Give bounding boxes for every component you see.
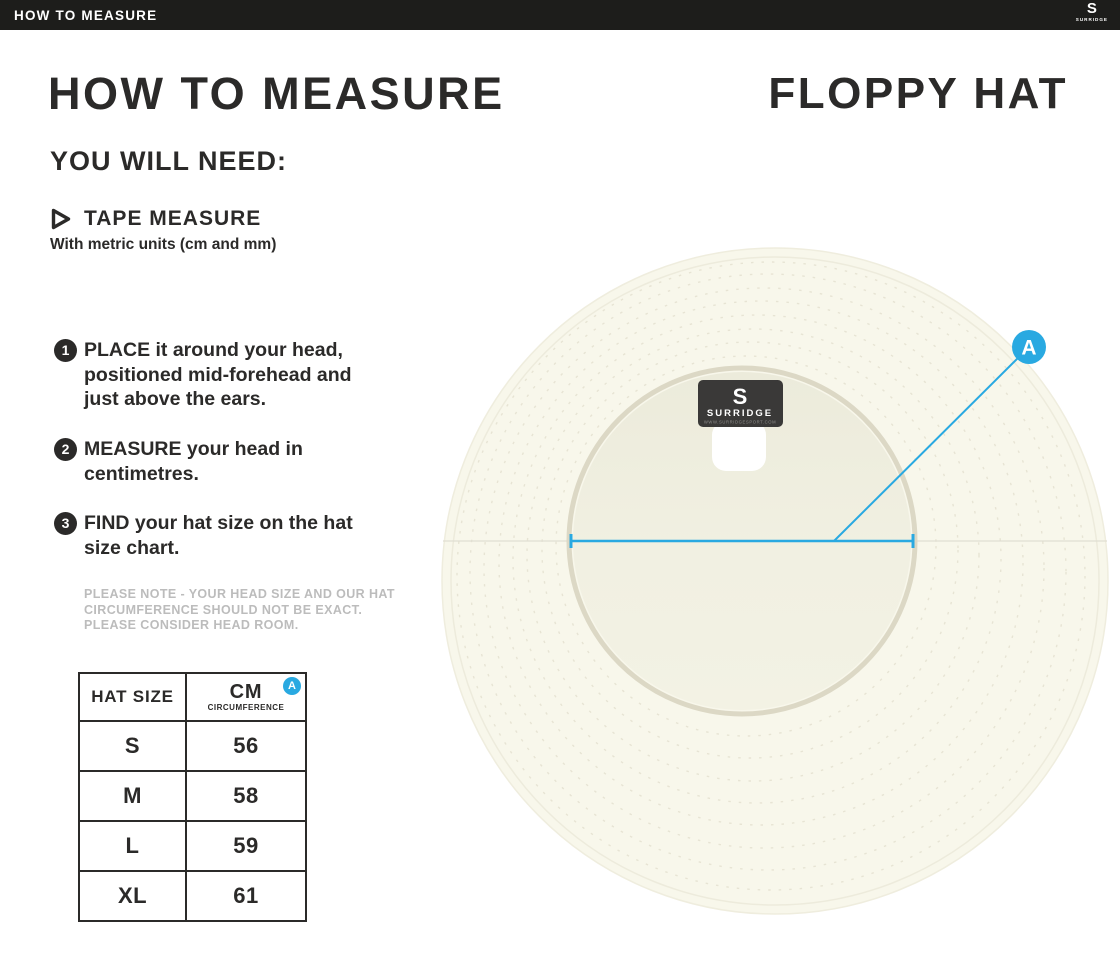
size-cell: L	[79, 821, 186, 871]
top-bar	[0, 0, 1120, 30]
step-3	[54, 511, 353, 560]
surridge-logo	[1076, 1, 1108, 22]
cm-header-main: CM	[229, 680, 263, 703]
step-3-line-2: size chart.	[84, 536, 180, 559]
step-2	[54, 437, 303, 486]
step-1-line-2: positioned mid-forehead and	[84, 363, 352, 386]
table-row	[79, 871, 306, 921]
hat-label-url-text: WWW.SURRIDGESPORT.COM	[703, 419, 777, 425]
step-1-text	[84, 338, 352, 412]
cm-cell: 56	[186, 721, 306, 771]
cm-cell: 59	[186, 821, 306, 871]
step-2-number-badge: 2	[54, 438, 77, 461]
step-3-number-badge: 3	[54, 512, 77, 535]
step-2-line-1: MEASURE your head in	[84, 438, 303, 460]
please-note-text	[84, 587, 395, 634]
step-2-line-2: centimetres.	[84, 462, 199, 485]
page-title: HOW TO MEASURE	[48, 68, 505, 119]
tape-measure-item	[50, 207, 261, 231]
hat-label-brand-text: SURRIDGE	[706, 408, 774, 419]
note-line-2: CIRCUMFERENCE SHOULD NOT BE EXACT.	[84, 602, 363, 617]
play-triangle-icon	[50, 207, 72, 231]
note-line-1: PLEASE NOTE - YOUR HEAD SIZE AND OUR HAT	[84, 587, 395, 601]
step-1	[54, 338, 352, 412]
size-cell: S	[79, 721, 186, 771]
cm-header	[186, 673, 306, 721]
step-2-text	[84, 437, 303, 486]
tape-measure-label: TAPE MEASURE	[84, 207, 262, 230]
measure-a-badge-letter: A	[1021, 336, 1037, 360]
step-1-line-3: just above the ears.	[84, 388, 267, 410]
table-row	[79, 771, 306, 821]
you-will-need-heading: YOU WILL NEED:	[50, 146, 288, 176]
table-header-row	[79, 673, 306, 721]
step-3-line-1: FIND your hat size on the hat	[84, 512, 353, 534]
step-1-line-1: PLACE it around your head,	[84, 339, 343, 361]
tape-measure-detail: With metric units (cm and mm)	[50, 236, 277, 253]
hat-brand-label	[698, 380, 783, 427]
cm-header-sub: CIRCUMFERENCE	[207, 702, 285, 712]
cm-cell: 61	[186, 871, 306, 921]
hat-label-s-icon: S	[732, 384, 748, 409]
hat-illustration	[440, 235, 1120, 935]
floppy-hat-diagram	[440, 235, 1120, 935]
hat-size-header: HAT SIZE	[79, 673, 186, 721]
product-title: FLOPPY HAT	[768, 69, 1068, 118]
surridge-logo-text: SURRIDGE	[1075, 16, 1108, 22]
measure-a-badge-small: A	[283, 677, 301, 695]
cm-cell: 58	[186, 771, 306, 821]
step-1-number-badge: 1	[54, 339, 77, 362]
size-cell: XL	[79, 871, 186, 921]
surridge-s-icon: S	[1086, 0, 1097, 17]
hat-size-table	[78, 672, 307, 922]
size-cell: M	[79, 771, 186, 821]
table-row	[79, 821, 306, 871]
topbar-title: HOW TO MEASURE	[14, 7, 158, 23]
table-row	[79, 721, 306, 771]
step-3-text	[84, 511, 353, 560]
hat-label-underside	[712, 421, 766, 471]
note-line-3: PLEASE CONSIDER HEAD ROOM.	[84, 618, 299, 632]
